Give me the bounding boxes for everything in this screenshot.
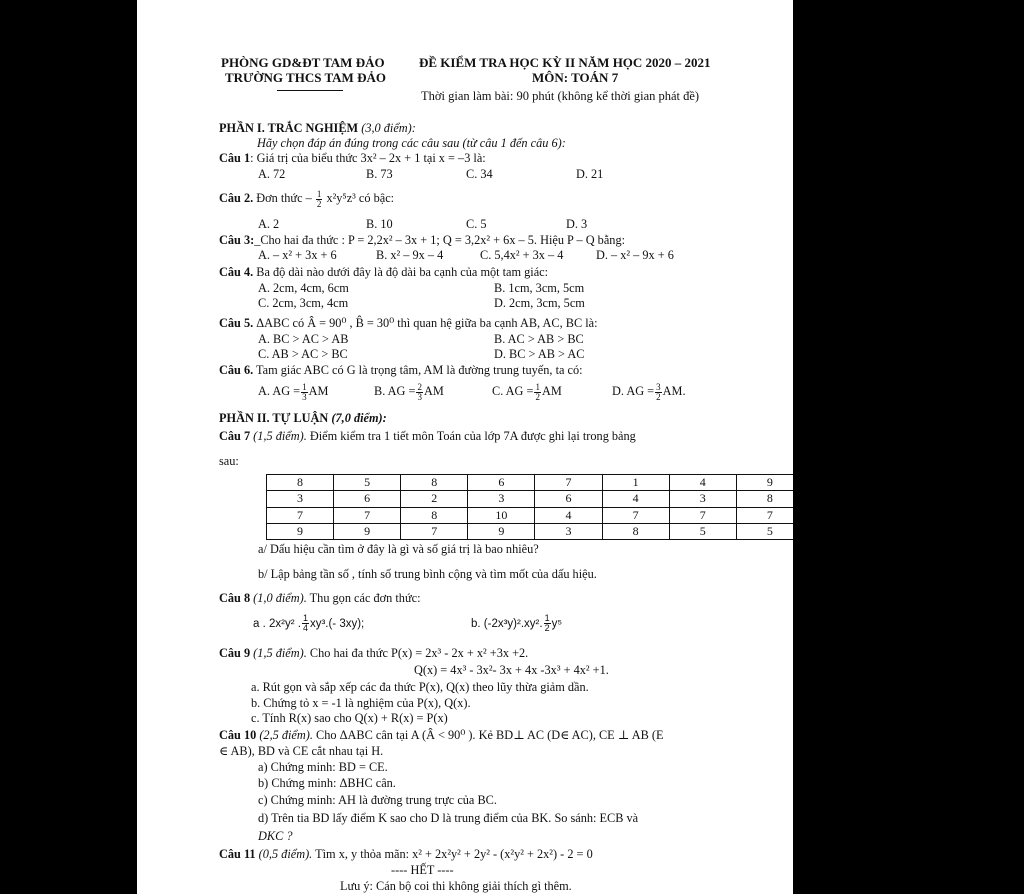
q9-label: Câu 9 [219, 646, 251, 660]
table-cell: 7 [669, 507, 736, 523]
table-row [267, 507, 871, 523]
q8-b-post: y⁵ [551, 618, 563, 630]
q9-part-a: a. Rút gọn và sắp xếp các đa thức P(x), Q(x) theo lũy thừa giảm dần. [251, 680, 589, 694]
q5-option-a: A. BC > AC > AB [258, 332, 349, 346]
exam-paper [137, 0, 793, 894]
table-cell: 3 [468, 491, 535, 507]
q1-option-c: C. 34 [466, 167, 493, 181]
q2-option-a: A. 2 [258, 217, 280, 231]
q6-b-num: 2 [417, 381, 422, 392]
q9-part-c: c. Tính R(x) sao cho Q(x) + R(x) = P(x) [251, 711, 448, 725]
q6-c-num: 1 [535, 381, 540, 392]
table-cell: 3 [267, 491, 334, 507]
q2-frac-den: 2 [316, 198, 322, 209]
table-cell: 9 [736, 475, 803, 491]
score-table-body [267, 475, 871, 540]
q7-points: (1,5 điểm). [253, 429, 307, 443]
q6-c-fraction [534, 383, 541, 402]
part1-points: (3,0 điểm): [361, 121, 416, 135]
q2-stem [219, 187, 394, 209]
q9-part-b: b. Chứng tỏ x = -1 là nghiệm của P(x), Q(x). [251, 696, 471, 710]
background-margin [793, 0, 1024, 894]
table-cell: 7 [736, 507, 803, 523]
q1-stem [219, 151, 486, 165]
q6-option-a [258, 380, 328, 402]
q10-stem [219, 728, 664, 742]
exam-duration: Thời gian làm bài: 90 phút (không kể thời gian phát đề) [421, 89, 700, 103]
q8-label: Câu 8 [219, 591, 251, 605]
q7-text: Điểm kiểm tra 1 tiết môn Toán của lớp 7A được ghi lại trong bảng [309, 429, 636, 443]
q1-label: Câu 1 [219, 151, 251, 165]
q4-option-c: C. 2cm, 3cm, 4cm [258, 296, 349, 310]
table-cell: 8 [267, 475, 334, 491]
part1-title: PHẦN I. TRẮC NGHIỆM [219, 121, 359, 135]
q8-part-b [471, 612, 562, 636]
q4-stem [219, 265, 548, 279]
table-row [267, 491, 871, 507]
q5-text: ΔABC có Â = 90⁰ , B̂ = 30⁰ thì quan hệ giữa ba cạnh AB, AC, BC là: [256, 316, 598, 330]
q3-stem [219, 233, 625, 247]
q11-label: Câu 11 [219, 847, 256, 861]
table-row [267, 475, 871, 491]
q3-label: Câu 3: [219, 233, 255, 247]
footer-note: Lưu ý: Cán bộ coi thi không giải thích gì thêm. [340, 879, 572, 893]
table-cell: 8 [602, 523, 669, 539]
table-cell: 10 [468, 507, 535, 523]
q10-label: Câu 10 [219, 728, 257, 742]
q10-line2: ∈ AB), BD và CE cắt nhau tại H. [219, 744, 384, 758]
table-cell: 7 [535, 475, 602, 491]
q6-d-post: AM. [662, 384, 686, 398]
q6-a-post: AM [308, 384, 329, 398]
q7-part-b: b/ Lập bảng tần số , tính số trung bình cộng và tìm mốt của dấu hiệu. [258, 567, 597, 581]
table-cell: 6 [468, 475, 535, 491]
q1-option-b: B. 73 [366, 167, 393, 181]
table-cell: 9 [468, 523, 535, 539]
q10-part-a: a) Chứng minh: BD = CE. [258, 760, 388, 774]
q6-a-pre: A. AG = [258, 384, 301, 398]
q2-frac-num: 1 [316, 188, 322, 199]
table-row [267, 523, 871, 539]
q11-points: (0,5 điểm). [258, 847, 313, 861]
part2-title-line [219, 411, 387, 425]
q8-b-den: 2 [544, 623, 550, 634]
table-cell: 3 [535, 523, 602, 539]
q7-label: Câu 7 [219, 429, 251, 443]
part2-title: PHẦN II. TỰ LUẬN [219, 411, 329, 425]
q4-option-b: B. 1cm, 3cm, 5cm [494, 281, 585, 295]
table-cell: 3 [669, 491, 736, 507]
q10-part-c: c) Chứng minh: AH là đường trung trực của BC. [258, 793, 497, 807]
q3-text: _Cho hai đa thức : P = 2,2x² – 3x + 1; Q = 3,2x² + 6x – 5. Hiệu P – Q bằng: [254, 233, 626, 247]
table-cell: 7 [401, 523, 468, 539]
q2-option-c: C. 5 [466, 217, 487, 231]
q8-b-fraction [544, 614, 551, 633]
q9-points: (1,5 điểm). [253, 646, 307, 660]
q2-text-before: Đơn thức – [256, 191, 312, 205]
q6-b-post: AM [423, 384, 444, 398]
q6-a-den: 3 [302, 391, 307, 402]
q4-text: Ba độ dài nào dưới đây là độ dài ba cạnh của một tam giác: [256, 265, 549, 279]
end-marker: ---- HẾT ---- [391, 863, 454, 877]
header-underline [277, 90, 343, 91]
q8-a-pre: a . 2x²y² . [253, 618, 301, 630]
q6-option-c [492, 380, 562, 402]
q8-points: (1,0 điểm). [253, 591, 307, 605]
q6-b-pre: B. AG = [374, 384, 416, 398]
q10-text: Cho ΔABC cân tại A (Â < 90⁰ ). Kẻ BD⊥ AC (D∈ AC), CE ⊥ AB (E [316, 728, 664, 742]
table-cell: 1 [602, 475, 669, 491]
q7-stem [219, 429, 636, 443]
q1-text: : Giá trị của biểu thức 3x² – 2x + 1 tại x = –3 là: [250, 151, 486, 165]
q10-part-d2: DKC ? [258, 829, 293, 843]
school-name: TRƯỜNG THCS TAM ĐẢO [225, 70, 386, 85]
table-cell: 4 [535, 507, 602, 523]
school-dept: PHÒNG GD&ĐT TAM ĐẢO [221, 55, 385, 70]
q2-label: Câu 2. [219, 191, 254, 205]
table-cell: 8 [736, 491, 803, 507]
q4-label: Câu 4. [219, 265, 254, 279]
q11-text: Tìm x, y thỏa mãn: x² + 2x²y² + 2y² - (x²y² + 2x²) - 2 = 0 [315, 847, 593, 861]
q4-option-a: A. 2cm, 4cm, 6cm [258, 281, 349, 295]
table-cell: 4 [669, 475, 736, 491]
table-cell: 5 [736, 523, 803, 539]
q6-d-den: 2 [656, 391, 661, 402]
q6-a-num: 1 [302, 381, 307, 392]
table-cell: 8 [401, 475, 468, 491]
q8-b-pre: b. (-2x³y)².xy². [471, 618, 543, 630]
q6-stem [219, 363, 583, 377]
table-cell: 7 [267, 507, 334, 523]
q6-option-b [374, 380, 444, 402]
q5-option-b: B. AC > AB > BC [494, 332, 584, 346]
q6-d-pre: D. AG = [612, 384, 655, 398]
score-table [266, 474, 871, 540]
q5-label: Câu 5. [219, 316, 254, 330]
exam-subject: MÔN: TOÁN 7 [532, 70, 619, 85]
exam-title: ĐỀ KIỂM TRA HỌC KỲ II NĂM HỌC 2020 – 2021 [419, 55, 711, 70]
q10-part-b: b) Chứng minh: ΔBHC cân. [258, 776, 396, 790]
q6-a-fraction [301, 383, 308, 402]
table-cell: 8 [401, 507, 468, 523]
q1-option-d: D. 21 [576, 167, 604, 181]
q3-option-a: A. – x² + 3x + 6 [258, 248, 337, 262]
q5-stem [219, 316, 598, 330]
q6-b-den: 3 [417, 391, 422, 402]
q6-d-num: 3 [656, 381, 661, 392]
q9-text: Cho hai đa thức P(x) = 2x³ - 2x + x² +3x +2. [309, 646, 529, 660]
table-cell: 6 [535, 491, 602, 507]
q5-option-c: C. AB > AC > BC [258, 347, 348, 361]
q6-option-d [612, 380, 686, 402]
q8-a-den: 4 [302, 623, 308, 634]
part2-points: (7,0 điểm): [331, 411, 387, 425]
part1-title-line [219, 121, 416, 135]
q2-text-after: x²y⁵z³ có bậc: [326, 191, 395, 205]
table-cell: 5 [669, 523, 736, 539]
q7-text2: sau: [219, 454, 239, 468]
table-cell: 9 [267, 523, 334, 539]
q1-option-a: A. 72 [258, 167, 286, 181]
q6-text: Tam giác ABC có G là trọng tâm, AM là đường trung tuyến, ta có: [256, 363, 583, 377]
table-cell: 6 [334, 491, 401, 507]
q6-c-pre: C. AG = [492, 384, 534, 398]
q10-points: (2,5 điểm). [259, 728, 313, 742]
q7-part-a: a/ Dấu hiệu cần tìm ở đây là gì và số giá trị là bao nhiêu? [258, 542, 539, 556]
q11-stem [219, 847, 593, 861]
q8-text: Thu gọn các đơn thức: [309, 591, 421, 605]
q6-b-fraction [416, 383, 423, 402]
table-cell: 4 [602, 491, 669, 507]
table-cell: 7 [334, 507, 401, 523]
table-cell: 2 [401, 491, 468, 507]
q8-stem [219, 591, 420, 605]
q6-label: Câu 6. [219, 363, 254, 377]
table-cell: 5 [334, 475, 401, 491]
q9-stem [219, 646, 528, 660]
q8-b-num: 1 [544, 613, 550, 624]
q3-option-b: B. x² – 9x – 4 [376, 248, 444, 262]
table-cell: 7 [602, 507, 669, 523]
table-cell: 9 [334, 523, 401, 539]
q8-part-a [253, 612, 364, 636]
q6-c-den: 2 [535, 391, 540, 402]
q2-option-b: B. 10 [366, 217, 393, 231]
q3-option-d: D. – x² – 9x + 6 [596, 248, 674, 262]
q3-option-c: C. 5,4x² + 3x – 4 [480, 248, 564, 262]
q10-part-d: d) Trên tia BD lấy điểm K sao cho D là trung điểm của BK. So sánh: ECB và [258, 811, 639, 825]
q5-option-d: D. BC > AB > AC [494, 347, 585, 361]
q8-a-num: 1 [302, 613, 308, 624]
q6-c-post: AM [541, 384, 562, 398]
q4-option-d: D. 2cm, 3cm, 5cm [494, 296, 585, 310]
part1-instruction: Hãy chọn đáp án đúng trong các câu sau (từ câu 1 đến câu 6): [257, 136, 566, 150]
q2-option-d: D. 3 [566, 217, 588, 231]
q9-line2: Q(x) = 4x³ - 3x²- 3x + 4x -3x³ + 4x² +1. [414, 663, 609, 677]
q8-a-fraction [302, 614, 309, 633]
q6-d-fraction [655, 383, 662, 402]
q2-fraction [316, 190, 323, 209]
q8-a-post: xy³.(- 3xy); [309, 618, 365, 630]
